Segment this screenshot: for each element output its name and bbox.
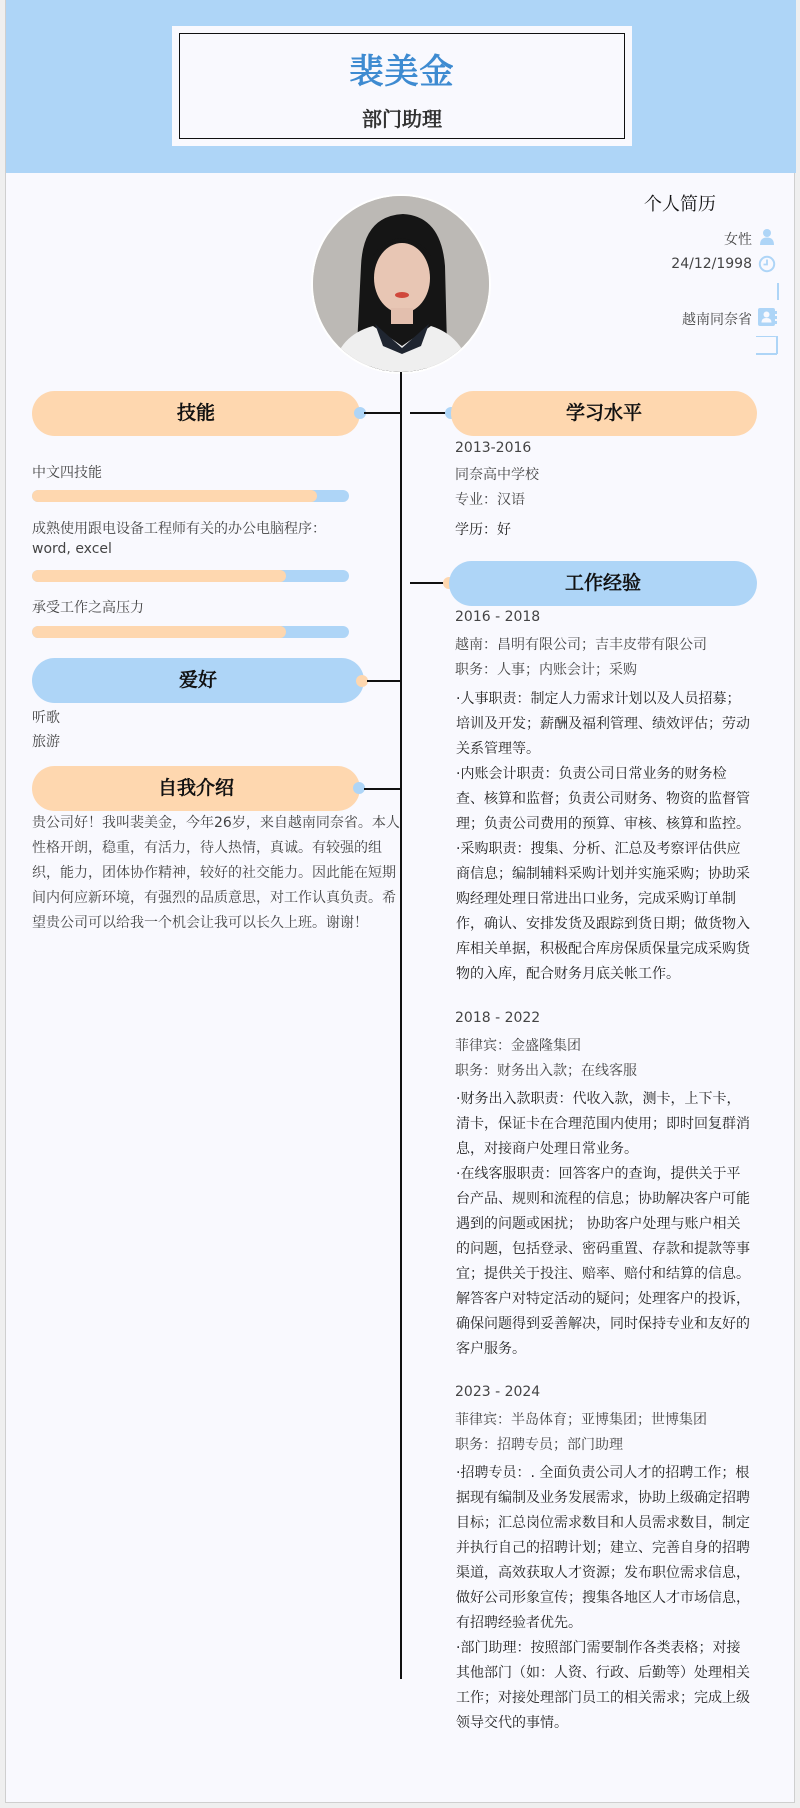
duty-line: 理；负责公司费用的预算、审核、核算和监控。	[456, 816, 750, 832]
section-header-work	[449, 561, 757, 606]
job-role: 职务：人事；内账会计；采购	[455, 662, 637, 678]
duty-line: ·在线客服职责：回答客户的查询，提供关于平	[456, 1166, 741, 1182]
duty-line: 的问题，包括登录、密码重置、存款和提款等事	[456, 1241, 750, 1257]
duty-line: 息，对接商户处理日常业务。	[456, 1141, 638, 1157]
info-bracket-bottom	[756, 353, 777, 355]
section-header-skills	[32, 391, 360, 436]
hobby-item: 听歌	[32, 710, 60, 726]
self-intro-title: 自我介绍	[157, 777, 234, 799]
duty-line: 有招聘经验者优先。	[456, 1615, 582, 1631]
self-intro-line: 贵公司好！我叫裴美金，今年26岁，来自越南同奈省。本人	[32, 815, 400, 831]
job-role: 职务：财务出入款；在线客服	[455, 1063, 637, 1079]
duty-line: ·人事职责：制定人力需求计划以及人员招募；	[456, 691, 741, 707]
self-intro-connector	[364, 788, 401, 790]
education-school: 同奈高中学校	[455, 467, 539, 483]
duty-line: 其他部门（如：人资、行政、后勤等）处理相关	[456, 1665, 750, 1681]
job-period: 2023 - 2024	[455, 1384, 541, 1400]
section-header-education	[451, 391, 757, 436]
skill-bar-fill	[32, 570, 286, 582]
duty-line: 目标；汇总岗位需求数目和人员需求数目，制定	[456, 1515, 750, 1531]
self-intro-line: 织，能力，团体协作精神，较好的社交能力。因此能在短期	[32, 865, 396, 881]
duty-line: 渠道，高效获取人才资源；发布职位需求信息，	[456, 1565, 750, 1581]
duty-line: ·财务出入款职责：代收入款，测卡，上下卡，	[456, 1091, 741, 1107]
duty-line: 关系管理等。	[456, 741, 540, 757]
skill-bar-fill	[32, 626, 286, 638]
duty-line: 物的入库，配合财务月底关帐工作。	[456, 966, 680, 982]
duty-line: 做好公司形象宣传；搜集各地区人才市场信息，	[456, 1590, 750, 1606]
portrait-illustration	[313, 196, 489, 372]
skill-label: 中文四技能	[32, 465, 102, 481]
self-intro-text	[32, 811, 406, 936]
skill-bar	[32, 490, 349, 502]
skill-label: 承受工作之高压力	[32, 600, 144, 616]
gender-value: 女性	[724, 232, 752, 248]
info-divider	[777, 283, 779, 300]
skill-bar	[32, 570, 349, 582]
duty-line: 培训及开发；薪酬及福利管理、绩效评估；劳动	[456, 716, 750, 732]
duty-line: ·采购职责：搜集、分析、汇总及考察评估供应	[456, 841, 741, 857]
info-bracket-decoration	[756, 336, 778, 353]
location-value: 越南同奈省	[682, 312, 752, 328]
hobby-item: 旅游	[32, 734, 60, 750]
skill-bar	[32, 626, 349, 638]
job-period: 2018 - 2022	[455, 1010, 541, 1026]
job-company: 越南：昌明有限公司；吉丰皮带有限公司	[455, 637, 707, 653]
self-intro-line: 望贵公司可以给我一个机会让我可以长久上班。谢谢！	[32, 915, 368, 931]
job-company: 菲律宾：金盛隆集团	[455, 1038, 581, 1054]
duty-line: 据现有编制及业务发展需求，协助上级确定招聘	[456, 1490, 750, 1506]
timeline-line	[400, 372, 402, 1679]
hobbies-connector	[367, 680, 401, 682]
duty-line: 台产品、规则和流程的信息；协助解决客户可能	[456, 1191, 750, 1207]
duty-line: 确保问题得到妥善解决，同时保持专业和友好的	[456, 1316, 750, 1332]
job-period: 2016 - 2018	[455, 609, 541, 625]
job-role: 职务：招聘专员；部门助理	[455, 1437, 623, 1453]
name-card-border	[179, 33, 625, 139]
education-connector	[410, 412, 448, 414]
duty-line: 作，确认、安排发货及跟踪到货日期；做货物入	[456, 916, 750, 932]
duty-line: ·招聘专员：. 全面负责公司人才的招聘工作；根	[456, 1465, 750, 1481]
skill-bar-fill	[32, 490, 317, 502]
skill-label-continued: word, excel	[32, 541, 112, 557]
hobbies-title: 爱好	[178, 669, 217, 691]
clock-icon	[758, 255, 776, 273]
duty-line: ·部门助理：按照部门需要制作各类表格；对接	[456, 1640, 741, 1656]
info-bracket-side	[776, 336, 778, 354]
section-header-self-intro	[32, 766, 360, 811]
duty-line: 购经理处理日常进出口业务，完成采购订单制	[456, 891, 736, 907]
birthdate-value: 24/12/1998	[671, 256, 752, 272]
self-intro-line: 间内何应新环境，有强烈的品质意思，对工作认真负责。希	[32, 890, 396, 906]
work-connector	[410, 582, 446, 584]
job-duties	[456, 687, 760, 987]
duty-line: 遇到的问题或困扰； 协助客户处理与账户相关	[456, 1216, 741, 1232]
education-title: 学习水平	[565, 402, 642, 424]
section-header-hobbies	[32, 658, 364, 703]
job-duties	[456, 1461, 760, 1736]
candidate-name: 裴美金	[349, 52, 455, 92]
contact-card-icon	[757, 307, 777, 327]
job-title: 部门助理	[362, 107, 442, 131]
skill-label: 成熟使用跟电设备工程师有关的办公电脑程序：	[32, 521, 326, 537]
duty-line: ·内账会计职责：负责公司日常业务的财务检	[456, 766, 727, 782]
skills-title: 技能	[176, 402, 215, 424]
duty-line: 清卡，保证卡在合理范围内使用；即时回复群消	[456, 1116, 750, 1132]
job-company: 菲律宾：半岛体育；亚博集团；世博集团	[455, 1412, 707, 1428]
education-period: 2013-2016	[455, 440, 532, 456]
profile-photo	[313, 196, 489, 372]
job-duties	[456, 1087, 760, 1362]
duty-line: 领导交代的事情。	[456, 1715, 568, 1731]
duty-line: 库相关单据，积极配合库房保质保量完成采购货	[456, 941, 750, 957]
person-icon	[758, 228, 776, 246]
name-card	[172, 26, 632, 146]
education-major: 专业：汉语	[455, 492, 525, 508]
duty-line: 宜；提供关于投注、赔率、赔付和结算的信息。	[456, 1266, 750, 1282]
resume-page	[5, 0, 795, 1803]
education-degree: 学历：好	[455, 522, 511, 538]
duty-line: 工作；对接处理部门员工的相关需求；完成上级	[456, 1690, 750, 1706]
work-title: 工作经验	[564, 572, 641, 594]
resume-label: 个人简历	[644, 194, 716, 215]
duty-line: 客户服务。	[456, 1341, 526, 1357]
duty-line: 商信息；编制辅料采购计划并实施采购；协助采	[456, 866, 750, 882]
skills-connector	[364, 412, 401, 414]
self-intro-line: 性格开朗，稳重，有活力，待人热情，真诚。有较强的组	[32, 840, 382, 856]
duty-line: 查、核算和监督；负责公司财务、物资的监督管	[456, 791, 750, 807]
duty-line: 并执行自己的招聘计划；建立、完善自身的招聘	[456, 1540, 750, 1556]
duty-line: 解答客户对特定活动的疑问；处理客户的投诉，	[456, 1291, 750, 1307]
